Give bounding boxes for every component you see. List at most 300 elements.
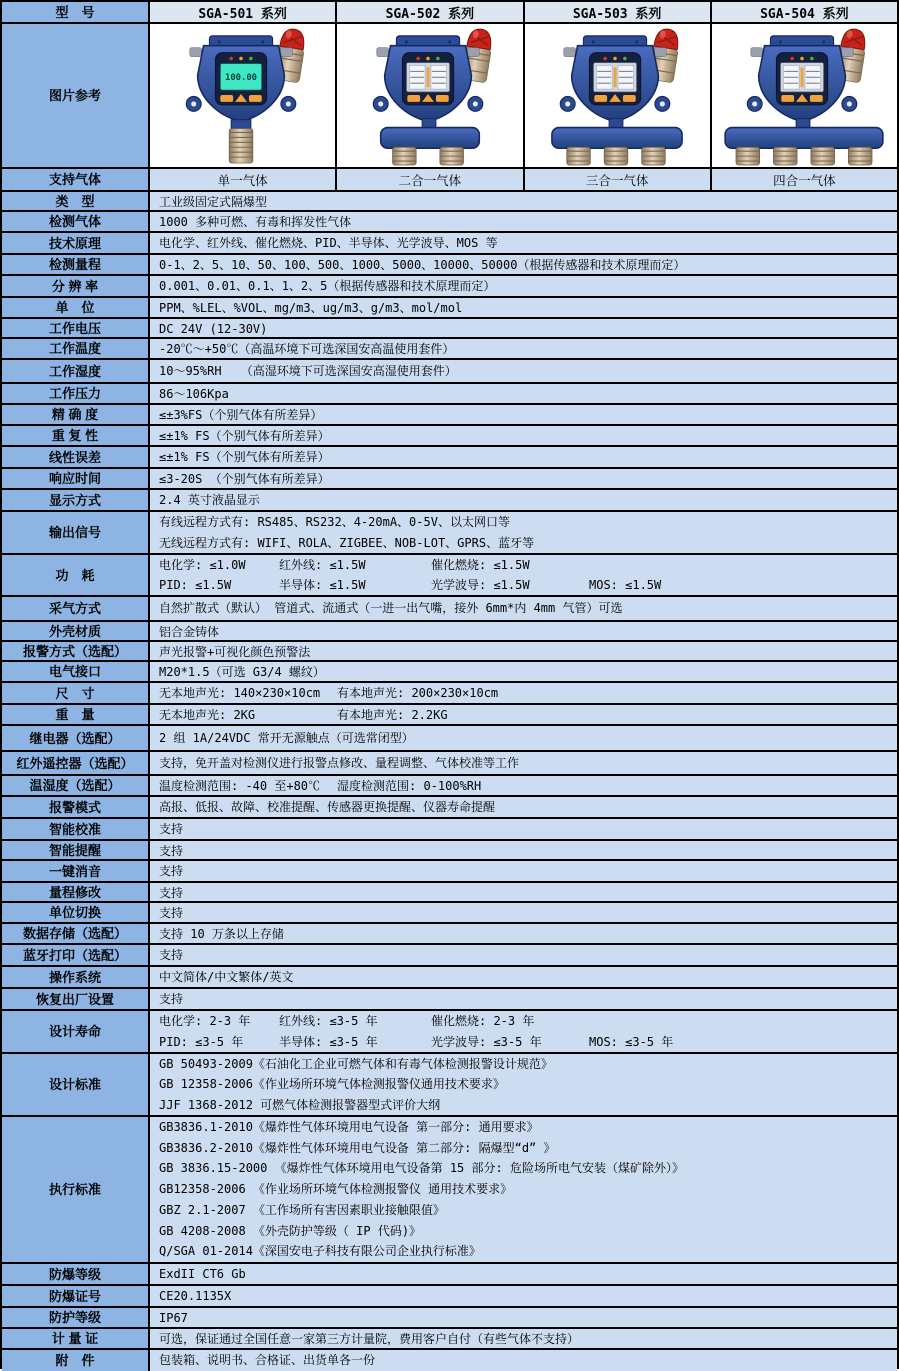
gas-detector-illustration <box>528 26 706 166</box>
value-line <box>159 469 897 488</box>
spec-row-humidity <box>2 360 897 384</box>
value-segment: MOS: ≤3-5 年 <box>589 1034 674 1049</box>
row-label-metrology-cert: 计 量 证 <box>2 1329 150 1348</box>
spec-row-smart-calibration <box>2 819 897 841</box>
value-segment: 支持 <box>159 948 184 962</box>
row-label-one-key-mute: 一键消音 <box>2 861 150 881</box>
spec-row-factory-reset <box>2 989 897 1011</box>
value-line <box>159 298 897 317</box>
model-header-sga-504: SGA-504 系列 <box>712 2 897 22</box>
row-value-output-signal <box>150 512 897 553</box>
device-image-cells <box>150 24 897 167</box>
row-label-linearity: 线性误差 <box>2 447 150 467</box>
value-segment: 温度检测范围: -40 至+80℃ <box>159 779 321 793</box>
value-line <box>159 1054 897 1074</box>
spec-row-resolution <box>2 276 897 298</box>
value-line <box>159 339 897 358</box>
row-label-accessories: 附 件 <box>2 1350 150 1371</box>
sensor-cylinder-icon <box>774 147 798 165</box>
row-value-exec-standards <box>150 1117 897 1262</box>
device-button <box>407 95 420 102</box>
row-value-detect-gas <box>150 212 897 231</box>
spec-row-explosion-cert <box>2 1286 897 1308</box>
supported-gas-3: 三合一气体 <box>525 169 712 190</box>
value-segment: -20℃～+50℃（高温环境下可选深国安高温使用套件） <box>159 342 455 356</box>
row-value-explosion-class <box>150 1264 897 1284</box>
value-segment: 支持 <box>159 844 184 858</box>
model-header-row <box>2 2 897 24</box>
sensor-cylinder-icon <box>849 147 873 165</box>
value-segment: GBZ 2.1-2007 《工作场所有害因素职业接触限值》 <box>159 1202 445 1217</box>
value-line <box>159 728 897 749</box>
mount-bolt-icon <box>751 47 763 56</box>
value-segment: DC 24V (12-30V) <box>159 322 268 336</box>
row-value-power <box>150 555 897 595</box>
row-label-os: 操作系统 <box>2 967 150 987</box>
value-segment: 半导体: ≤1.5W <box>279 578 366 592</box>
row-value-alarm-modes <box>150 797 897 817</box>
value-line <box>159 1308 897 1327</box>
value-line <box>159 1329 897 1348</box>
row-value-voltage <box>150 319 897 337</box>
row-label-bt-print-opt: 蓝牙打印（选配） <box>2 945 150 965</box>
spec-row-temp-humidity-opt <box>2 776 897 797</box>
gas-detector-illustration <box>715 26 893 166</box>
value-segment: MOS: ≤1.5W <box>589 578 662 592</box>
sensor-cylinder-icon <box>811 147 835 165</box>
spec-row-smart-reminder <box>2 841 897 861</box>
value-line <box>159 1241 897 1262</box>
value-segment: 无本地声光: 140×230×10cm <box>159 686 321 700</box>
value-line <box>159 233 897 253</box>
spec-row-alarm-method-opt <box>2 642 897 662</box>
spec-row-power <box>2 555 897 597</box>
row-value-range-modify <box>150 883 897 901</box>
mount-bolt-icon <box>467 47 479 56</box>
value-segment: 高报、低报、故障、校准提醒、传感器更换提醒、仪器寿命提醒 <box>159 800 496 814</box>
value-segment: GB3836.1-2010《爆炸性气体环境用电气设备 第一部分: 通用要求》 <box>159 1119 539 1134</box>
spec-row-dimensions <box>2 683 897 705</box>
supported-gas-cells <box>150 169 897 190</box>
spec-row-response-time <box>2 469 897 490</box>
row-value-temp-humidity-opt <box>150 776 897 795</box>
row-value-range <box>150 255 897 274</box>
row-value-type <box>150 192 897 210</box>
value-segment: 1000 多种可燃、有毒和挥发性气体 <box>159 215 352 229</box>
value-segment: 0-1、2、5、10、50、100、500、1000、5000、10000、50000（根据传感器和技术原理而定） <box>159 258 686 272</box>
row-value-resolution <box>150 276 897 296</box>
sensor-cylinder-icon <box>392 147 416 165</box>
value-segment: 中文简体/中文繁体/英文 <box>159 970 294 984</box>
row-value-temperature <box>150 339 897 358</box>
spec-row-voltage <box>2 319 897 339</box>
supported-gas-4: 四合一气体 <box>712 169 897 190</box>
value-segment: 有本地声光: 200×230×10cm <box>337 686 499 700</box>
spec-row-electrical-port <box>2 662 897 683</box>
value-line <box>159 1138 897 1159</box>
value-segment: 光学波导: ≤1.5W <box>431 578 530 592</box>
row-label-type: 类 型 <box>2 192 150 210</box>
manifold-bar <box>552 127 682 148</box>
value-segment: ExdII CT6 Gb <box>159 1267 246 1281</box>
value-line <box>159 405 897 424</box>
value-line <box>159 642 897 660</box>
value-segment: 红外线: ≤3-5 年 <box>279 1014 378 1028</box>
row-value-alarm-method-opt <box>150 642 897 660</box>
value-segment: PPM、%LEL、%VOL、mg/m3、ug/m3、g/m3、mol/mol <box>159 301 463 315</box>
value-line <box>159 705 897 724</box>
value-line <box>159 447 897 467</box>
value-segment: Q/SGA 01-2014《深国安电子科技有限公司企业执行标准》 <box>159 1244 481 1259</box>
value-segment: 支持 <box>159 864 184 878</box>
sensor-cylinder-icon <box>736 147 760 165</box>
value-line <box>159 255 897 274</box>
value-segment: 电化学: 2-3 年 <box>159 1014 251 1028</box>
row-label-explosion-class: 防爆等级 <box>2 1264 150 1284</box>
value-line <box>159 967 897 987</box>
spec-row-range-modify <box>2 883 897 903</box>
value-segment: 光学波导: ≤3-5 年 <box>431 1034 542 1049</box>
row-value-housing <box>150 622 897 640</box>
row-label-output-signal: 输出信号 <box>2 512 150 553</box>
value-segment: GB 12358-2006《作业场所环境气体检测报警仪通用技术要求》 <box>159 1077 505 1092</box>
value-line <box>159 1264 897 1284</box>
row-value-response-time <box>150 469 897 488</box>
spec-row-housing <box>2 622 897 642</box>
sensor-cylinder-icon <box>642 147 666 165</box>
device-image-sga-501 <box>150 24 337 167</box>
spec-row-unit <box>2 298 897 319</box>
row-value-repeatability <box>150 426 897 445</box>
row-value-bt-print-opt <box>150 945 897 965</box>
value-line <box>159 797 897 817</box>
row-label-dimensions: 尺 寸 <box>2 683 150 703</box>
supported-gas-2: 二合一气体 <box>337 169 524 190</box>
value-segment: 10～95%RH （高湿环境下可选深国安高湿使用套件） <box>159 363 457 378</box>
row-value-dimensions <box>150 683 897 703</box>
value-line <box>159 683 897 703</box>
spec-row-bt-print-opt <box>2 945 897 967</box>
row-label-display: 显示方式 <box>2 490 150 510</box>
gas-detector-illustration <box>154 26 332 166</box>
value-segment: 包装箱、说明书、合格证、出货单各一份 <box>159 1353 376 1367</box>
row-label-ip-rating: 防护等级 <box>2 1308 150 1327</box>
value-segment: 支持 <box>159 886 184 900</box>
svg-text:100.00: 100.00 <box>224 72 257 83</box>
model-header-sga-502: SGA-502 系列 <box>337 2 524 22</box>
row-value-explosion-cert <box>150 1286 897 1306</box>
row-value-linearity <box>150 447 897 467</box>
value-line <box>159 753 897 774</box>
row-label-pressure: 工作压力 <box>2 384 150 403</box>
row-label-housing: 外壳材质 <box>2 622 150 640</box>
value-line <box>159 319 897 337</box>
row-value-weight <box>150 705 897 724</box>
row-label-ir-remote-opt: 红外遥控器（选配） <box>2 752 150 774</box>
spec-row-one-key-mute <box>2 861 897 883</box>
value-line <box>159 276 897 296</box>
row-label-design-life: 设计寿命 <box>2 1011 150 1052</box>
row-value-relay-opt <box>150 726 897 750</box>
value-line <box>159 598 897 619</box>
value-segment: 有线远程方式有: RS485、RS232、4-20mA、0-5V、以太网口等 <box>159 515 510 529</box>
row-label-range-modify: 量程修改 <box>2 883 150 901</box>
row-label-sampling: 采气方式 <box>2 597 150 620</box>
model-header-sga-503: SGA-503 系列 <box>525 2 712 22</box>
value-line <box>159 555 897 575</box>
value-segment: ≤3-20S （个别气体有所差异） <box>159 472 330 486</box>
spec-row-ip-rating <box>2 1308 897 1329</box>
row-value-humidity <box>150 360 897 382</box>
spec-row-alarm-modes <box>2 797 897 819</box>
value-segment: ≤±1% FS（个别气体有所差异） <box>159 429 330 443</box>
supported-gas-row <box>2 169 897 192</box>
device-image-sga-503 <box>525 24 712 167</box>
spec-row-sampling <box>2 597 897 622</box>
spec-row-range <box>2 255 897 276</box>
row-value-metrology-cert <box>150 1329 897 1348</box>
spec-row-os <box>2 967 897 989</box>
spec-row-type <box>2 192 897 212</box>
row-value-unit-switch <box>150 903 897 922</box>
value-segment: 电化学: ≤1.0W <box>159 558 246 572</box>
value-line <box>159 1286 897 1306</box>
spec-row-detect-gas <box>2 212 897 233</box>
spec-row-ir-remote-opt <box>2 752 897 776</box>
value-segment: 催化燃烧: 2-3 年 <box>431 1014 535 1028</box>
image-reference-row <box>2 24 897 169</box>
row-value-os <box>150 967 897 987</box>
spec-row-relay-opt <box>2 726 897 752</box>
value-line <box>159 192 897 210</box>
value-segment: CE20.1135X <box>159 1289 232 1303</box>
row-label-range: 检测量程 <box>2 255 150 274</box>
row-value-principle <box>150 233 897 253</box>
value-segment: 红外线: ≤1.5W <box>279 558 366 572</box>
value-segment: 2 组 1A/24VDC 常开无源触点（可选常闭型） <box>159 730 414 745</box>
device-button <box>782 95 795 102</box>
value-line <box>159 989 897 1009</box>
mount-bolt-icon <box>189 47 201 56</box>
value-line <box>159 841 897 859</box>
row-label-supported-gas: 支持气体 <box>2 169 150 190</box>
value-line <box>159 212 897 231</box>
row-label-alarm-modes: 报警模式 <box>2 797 150 817</box>
spec-row-metrology-cert <box>2 1329 897 1350</box>
value-segment: 可选，保证通过全国任意一家第三方计量院，费用客户自付（有些气体不支持） <box>159 1332 580 1346</box>
value-line <box>159 1074 897 1094</box>
spec-row-pressure <box>2 384 897 405</box>
spec-rows-container <box>2 192 897 1371</box>
spec-row-data-storage-opt <box>2 924 897 945</box>
value-line <box>159 1011 897 1032</box>
value-segment: PID: ≤1.5W <box>159 578 232 592</box>
value-segment: 电化学、红外线、催化燃烧、PID、半导体、光学波导、MOS 等 <box>159 236 498 250</box>
spec-row-temperature <box>2 339 897 360</box>
value-line <box>159 1221 897 1242</box>
value-segment: 0.001、0.01、0.1、1、2、5（根据传感器和技术原理而定） <box>159 279 496 293</box>
value-segment: IP67 <box>159 1311 188 1325</box>
row-label-power: 功 耗 <box>2 555 150 595</box>
sensor-cylinder-icon <box>567 147 591 165</box>
value-segment: 支持 <box>159 822 184 836</box>
value-line <box>159 426 897 445</box>
sensor-cylinder-icon <box>229 128 253 163</box>
row-label-explosion-cert: 防爆证号 <box>2 1286 150 1306</box>
sensor-cylinder-icon <box>604 147 628 165</box>
row-label-detect-gas: 检测气体 <box>2 212 150 231</box>
row-label-alarm-method-opt: 报警方式（选配） <box>2 642 150 660</box>
row-label-weight: 重 量 <box>2 705 150 724</box>
row-label-temperature: 工作温度 <box>2 339 150 358</box>
device-image-sga-504 <box>712 24 897 167</box>
value-segment: GB 50493-2009《石油化工企业可燃气体和有毒气体检测报警设计规范》 <box>159 1057 553 1071</box>
value-line <box>159 361 897 382</box>
row-value-design-standards <box>150 1054 897 1115</box>
row-value-unit <box>150 298 897 317</box>
mount-bolt-icon <box>377 47 389 56</box>
row-label-unit: 单 位 <box>2 298 150 317</box>
row-label-relay-opt: 继电器（选配） <box>2 726 150 750</box>
mount-bolt-icon <box>564 47 576 56</box>
value-line <box>159 1032 897 1053</box>
manifold-bar <box>726 127 884 148</box>
row-label-design-standards: 设计标准 <box>2 1054 150 1115</box>
value-line <box>159 512 897 533</box>
row-value-smart-reminder <box>150 841 897 859</box>
device-button <box>220 95 233 102</box>
value-segment: ≤±1% FS（个别气体有所差异） <box>159 450 330 464</box>
value-line <box>159 945 897 965</box>
value-segment: 催化燃烧: ≤1.5W <box>431 558 530 572</box>
spec-row-accessories <box>2 1350 897 1371</box>
row-label-principle: 技术原理 <box>2 233 150 253</box>
model-header-sga-501: SGA-501 系列 <box>150 2 337 22</box>
supported-gas-1: 单一气体 <box>150 169 337 190</box>
row-label-repeatability: 重 复 性 <box>2 426 150 445</box>
value-line <box>159 1179 897 1200</box>
value-segment: 支持，免开盖对检测仪进行报警点修改、量程调整、气体校准等工作 <box>159 755 520 770</box>
spec-row-repeatability <box>2 426 897 447</box>
value-segment: GB12358-2006 《作业场所环境气体检测报警仪 通用技术要求》 <box>159 1182 513 1197</box>
value-segment: 半导体: ≤3-5 年 <box>279 1034 378 1049</box>
value-segment: GB 3836.15-2000 《爆炸性气体环境用电气设备第 15 部分: 危险场所电气安装（煤矿除外）》 <box>159 1161 684 1176</box>
row-label-electrical-port: 电气接口 <box>2 662 150 681</box>
value-line <box>159 903 897 922</box>
value-segment: 支持 10 万条以上存储 <box>159 927 284 941</box>
row-label-image-reference: 图片参考 <box>2 24 150 167</box>
spec-row-design-standards <box>2 1054 897 1117</box>
value-segment: 支持 <box>159 906 184 920</box>
model-header-cells <box>150 2 897 22</box>
value-line <box>159 1095 897 1115</box>
spec-row-linearity <box>2 447 897 469</box>
row-label-voltage: 工作电压 <box>2 319 150 337</box>
row-value-electrical-port <box>150 662 897 681</box>
value-line <box>159 575 897 595</box>
value-segment: PID: ≤3-5 年 <box>159 1034 244 1049</box>
value-line <box>159 1200 897 1221</box>
row-label-factory-reset: 恢复出厂设置 <box>2 989 150 1009</box>
device-image-sga-502 <box>337 24 524 167</box>
value-line <box>159 819 897 839</box>
spec-row-design-life <box>2 1011 897 1054</box>
value-segment: ≤±3%FS（个别气体有所差异） <box>159 408 323 422</box>
row-value-accuracy <box>150 405 897 424</box>
row-value-ir-remote-opt <box>150 752 897 774</box>
value-line <box>159 1117 897 1138</box>
spec-row-weight <box>2 705 897 726</box>
row-label-data-storage-opt: 数据存储（选配） <box>2 924 150 943</box>
row-label-temp-humidity-opt: 温湿度（选配） <box>2 776 150 795</box>
value-line <box>159 861 897 881</box>
gas-detector-illustration <box>341 26 519 166</box>
value-segment: M20*1.5（可选 G3/4 螺纹） <box>159 665 325 679</box>
row-label-model: 型 号 <box>2 2 150 22</box>
spec-row-principle <box>2 233 897 255</box>
row-value-one-key-mute <box>150 861 897 881</box>
value-segment: 工业级固定式隔爆型 <box>159 195 268 209</box>
row-value-data-storage-opt <box>150 924 897 943</box>
value-segment: 湿度检测范围: 0-100%RH <box>337 779 482 793</box>
row-label-accuracy: 精 确 度 <box>2 405 150 424</box>
value-segment: 支持 <box>159 992 184 1006</box>
value-segment: 86～106Kpa <box>159 387 229 401</box>
device-button <box>594 95 607 102</box>
row-label-smart-calibration: 智能校准 <box>2 819 150 839</box>
value-segment: 铝合金铸体 <box>159 625 220 639</box>
device-button <box>623 95 636 102</box>
row-label-exec-standards: 执行标准 <box>2 1117 150 1262</box>
value-line <box>159 490 897 510</box>
value-line <box>159 924 897 943</box>
value-segment: 自然扩散式（默认） 管道式、流通式（一进一出气嘴，接外 6mm*内 4mm 气管）可选 <box>159 601 623 615</box>
value-line <box>159 533 897 554</box>
device-button <box>810 95 823 102</box>
manifold-bar <box>381 127 480 148</box>
spec-row-accuracy <box>2 405 897 426</box>
row-value-sampling <box>150 597 897 620</box>
value-segment: GB 4208-2008 《外壳防护等级（ IP 代码)》 <box>159 1223 422 1238</box>
value-line <box>159 776 897 795</box>
value-segment: GB3836.2-2010《爆炸性气体环境用电气设备 第二部分: 隔爆型“d” 》 <box>159 1140 556 1155</box>
device-button <box>249 95 262 102</box>
sensor-cylinder-icon <box>440 147 464 165</box>
mount-bolt-icon <box>280 47 292 56</box>
mount-bolt-icon <box>655 47 667 56</box>
spec-row-display <box>2 490 897 512</box>
value-segment: 有本地声光: 2.2KG <box>337 708 448 722</box>
row-value-factory-reset <box>150 989 897 1009</box>
row-value-smart-calibration <box>150 819 897 839</box>
value-line <box>159 1158 897 1179</box>
row-label-humidity: 工作湿度 <box>2 360 150 382</box>
row-value-ip-rating <box>150 1308 897 1327</box>
spec-row-output-signal <box>2 512 897 555</box>
mount-bolt-icon <box>842 47 854 56</box>
row-value-pressure <box>150 384 897 403</box>
value-segment: 声光报警+可视化颜色预警法 <box>159 645 311 659</box>
value-segment: 无线远程方式有: WIFI、ROLA、ZIGBEE、NOB-LOT、GPRS、蓝牙等 <box>159 535 535 550</box>
spec-row-exec-standards <box>2 1117 897 1264</box>
value-segment: JJF 1368-2012 可燃气体检测报警器型式评价大纲 <box>159 1097 441 1112</box>
row-value-accessories <box>150 1350 897 1371</box>
value-segment: 无本地声光: 2KG <box>159 708 256 722</box>
row-label-resolution: 分 辨 率 <box>2 276 150 296</box>
spec-row-unit-switch <box>2 903 897 924</box>
spec-row-explosion-class <box>2 1264 897 1286</box>
value-line <box>159 883 897 901</box>
